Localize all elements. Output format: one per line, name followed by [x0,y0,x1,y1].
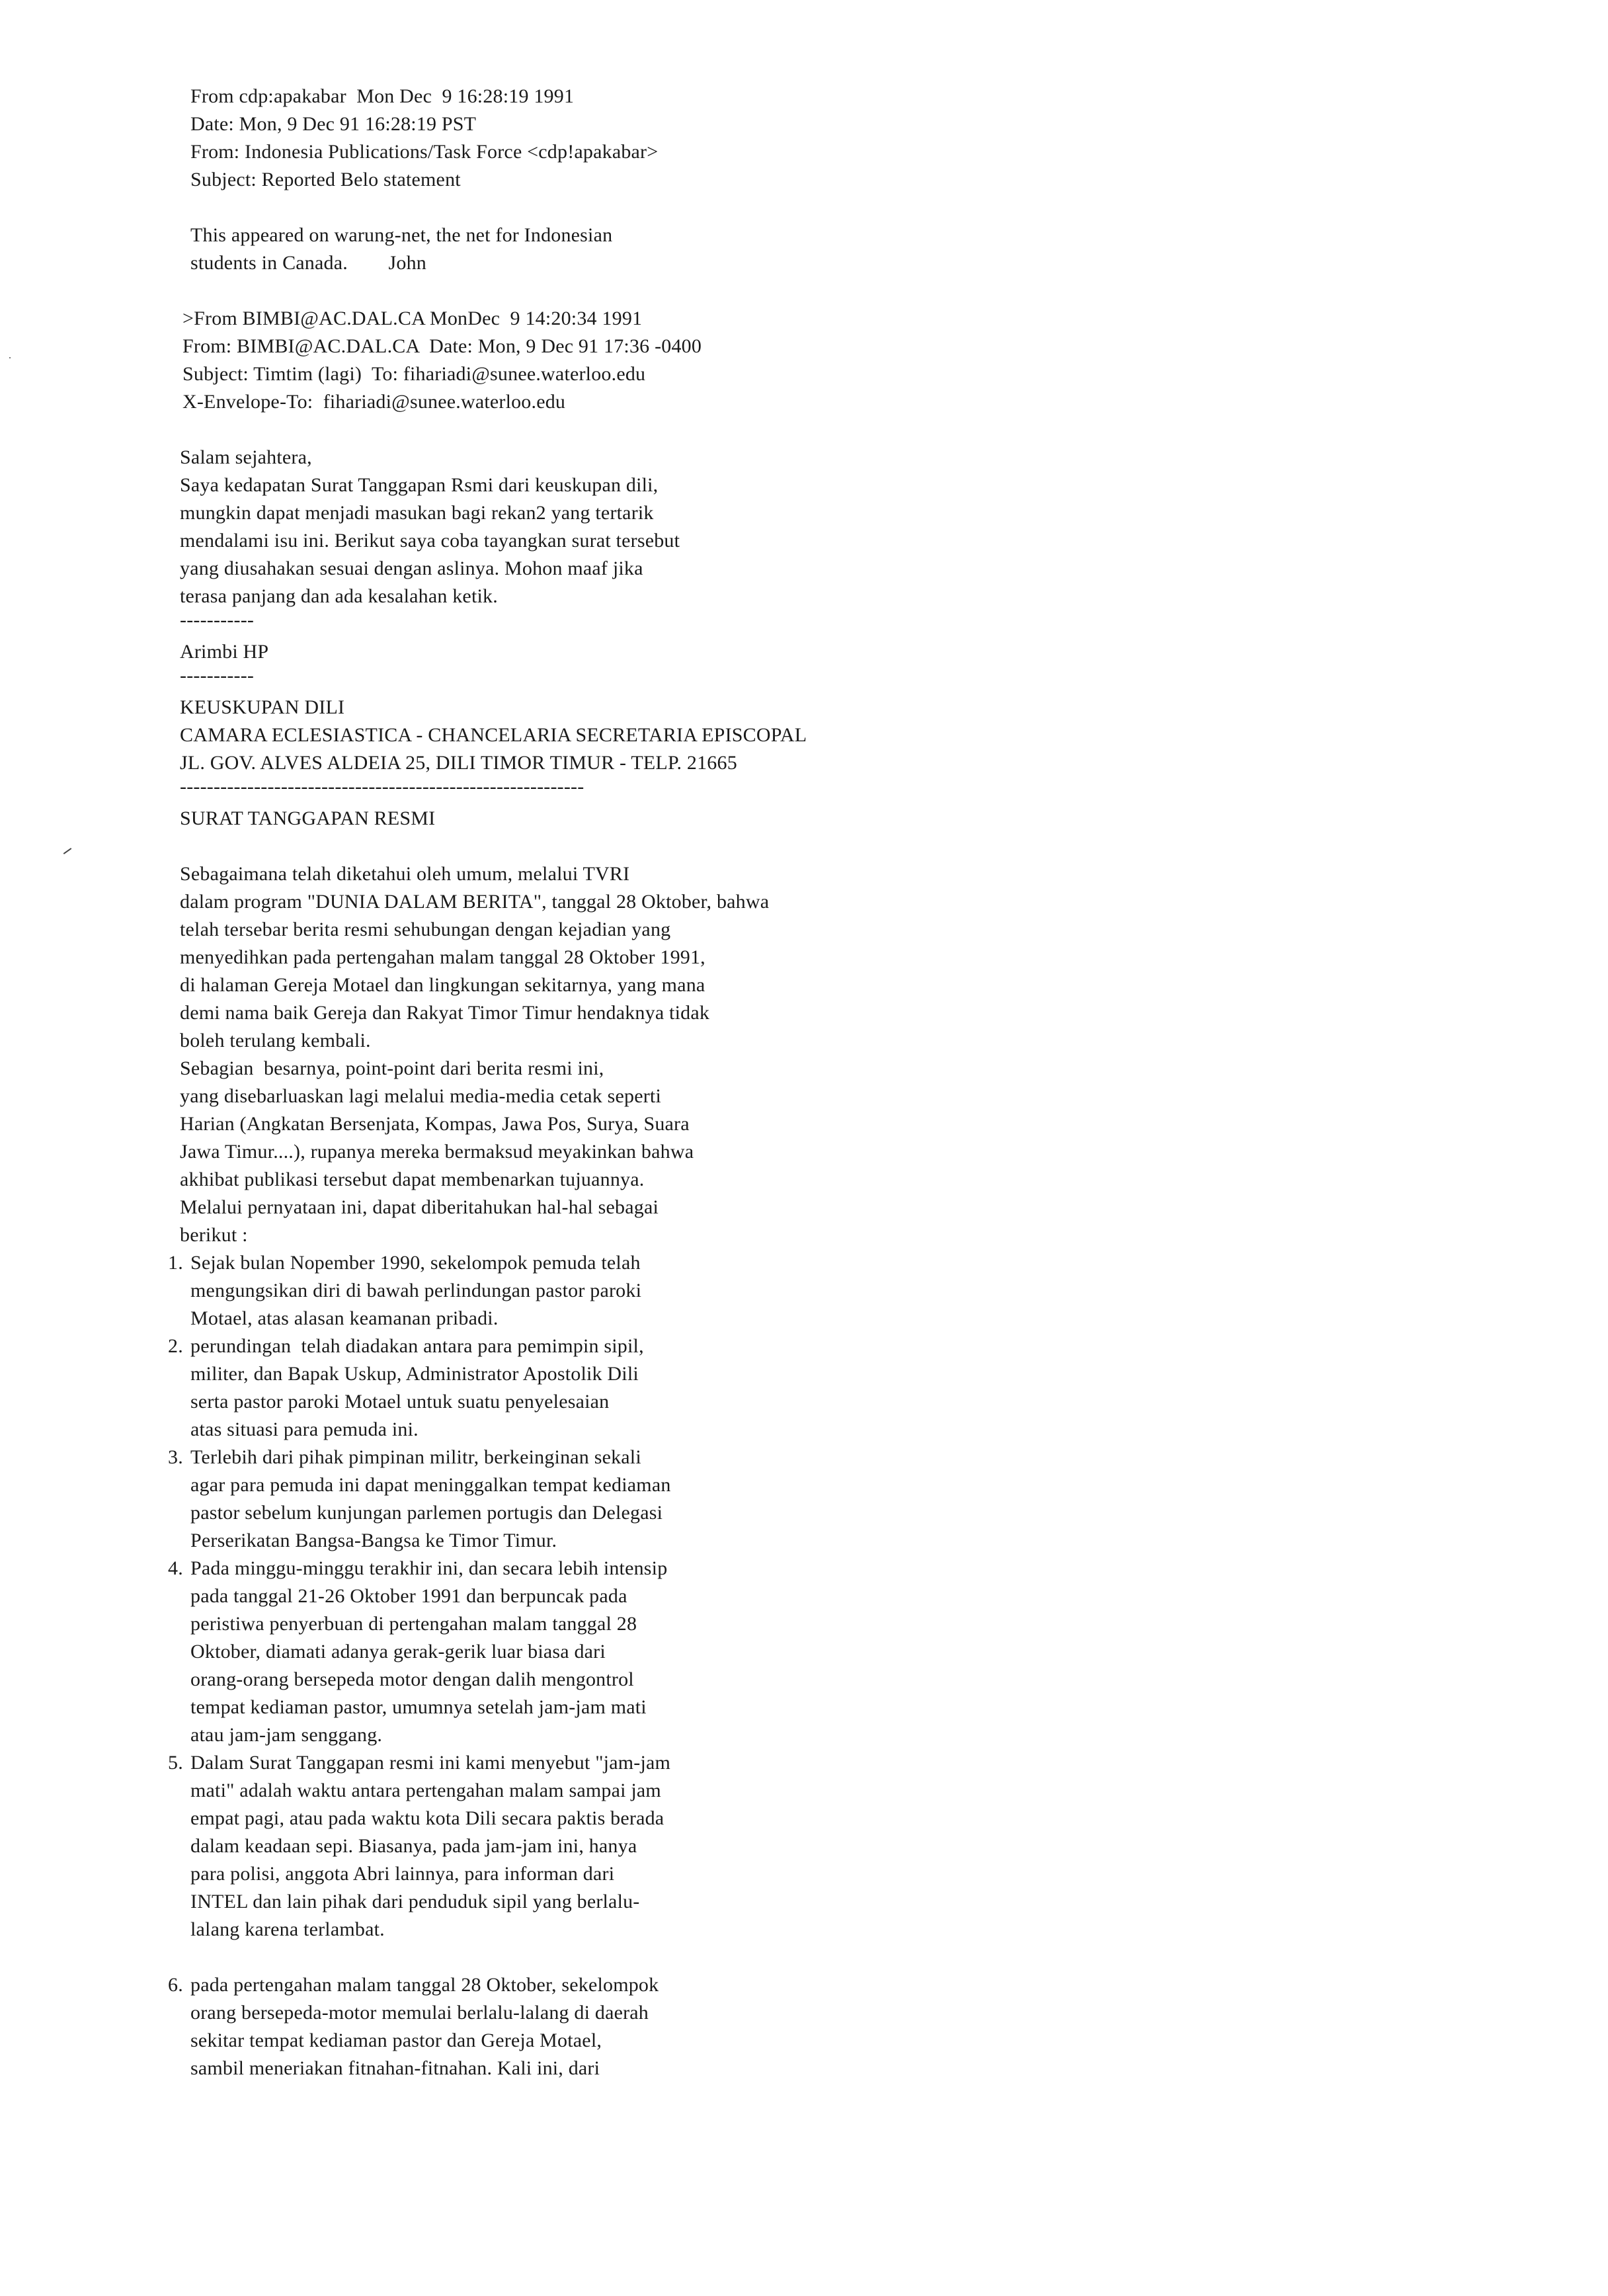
header-line-from: From cdp:apakabar Mon Dec 9 16:28:19 1991 [190,85,575,107]
list-item-line: Terlebih dari pihak pimpinan militr, berkeinginan sekali [190,1446,641,1468]
body-line: Harian (Angkatan Bersenjata, Kompas, Jawa Pos, Surya, Suara [180,1113,690,1135]
signature: Arimbi HP [180,641,269,663]
greeting-line: Saya kedapatan Surat Tanggapan Rsmi dari keuskupan dili, [180,474,659,496]
header-line-subject: Subject: Reported Belo statement [190,169,461,190]
list-item-line: pada pertengahan malam tanggal 28 Oktober, sekelompok [190,1974,659,1996]
letterhead-office: CAMARA ECLESIASTICA - CHANCELARIA SECRETARIA EPISCOPAL [180,724,807,746]
list-item-line: serta pastor paroki Motael untuk suatu penyelesaian [190,1391,610,1413]
body-line: berikut : [180,1224,248,1246]
list-item-line: Dalam Surat Tanggapan resmi ini kami menyebut "jam-jam [190,1752,671,1774]
list-number: 2. [168,1335,183,1357]
forward-line-subject: Subject: Timtim (lagi) To: fihariadi@sunee.waterloo.edu [182,363,646,385]
list-item-line: pada tanggal 21-26 Oktober 1991 dan berpuncak pada [190,1585,627,1607]
list-item-line: peristiwa penyerbuan di pertengahan malam tanggal 28 [190,1613,637,1635]
list-number: 1. [168,1252,183,1274]
list-item-line: mengungsikan diri di bawah perlindungan pastor paroki [190,1280,642,1301]
greeting-line: mungkin dapat menjadi masukan bagi rekan2 yang tertarik [180,502,654,524]
list-number: 4. [168,1557,183,1579]
forward-line-envelope: X-Envelope-To: fihariadi@sunee.waterloo.edu [182,391,566,413]
body-line: Jawa Timur....), rupanya mereka bermaksud meyakinkan bahwa [180,1141,694,1163]
scan-mark [63,848,72,854]
list-number: 5. [168,1752,183,1774]
list-item-line: Perserikatan Bangsa-Bangsa ke Timor Timur. [190,1530,557,1551]
list-item-line: orang bersepeda-motor memulai berlalu-lalang di daerah [190,2002,649,2024]
body-line: boleh terulang kembali. [180,1030,371,1051]
list-item-line: sambil meneriakan fitnahan-fitnahan. Kali ini, dari [190,2057,600,2079]
greeting-salutation: Salam sejahtera, [180,446,312,468]
list-item-line: Sejak bulan Nopember 1990, sekelompok pemuda telah [190,1252,641,1274]
greeting-line: mendalami isu ini. Berikut saya coba tayangkan surat tersebut [180,530,680,552]
letter-title: SURAT TANGGAPAN RESMI [180,807,436,829]
list-item-line: INTEL dan lain pihak dari penduduk sipil yang berlalu- [190,1891,640,1912]
body-line: demi nama baik Gereja dan Rakyat Timor Timur hendaknya tidak [180,1002,710,1024]
greeting-line: terasa panjang dan ada kesalahan ketik. [180,585,498,607]
body-line: dalam program "DUNIA DALAM BERITA", tanggal 28 Oktober, bahwa [180,891,770,913]
list-item-line: lalang karena terlambat. [190,1918,385,1940]
body-line: menyedihkan pada pertengahan malam tanggal 28 Oktober 1991, [180,946,705,968]
body-line: Sebagaimana telah diketahui oleh umum, melalui TVRI [180,863,630,885]
letterhead-divider: ------------------------------------------------------------ [180,776,584,798]
list-item-line: mati" adalah waktu antara pertengahan malam sampai jam [190,1780,661,1801]
list-item-line: orang-orang bersepeda motor dengan dalih mengontrol [190,1668,634,1690]
forward-line-from: >From BIMBI@AC.DAL.CA MonDec 9 14:20:34 1991 [182,308,643,329]
list-item-line: pastor sebelum kunjungan parlemen portugis dan Delegasi [190,1502,663,1524]
list-number: 6. [168,1974,183,1996]
intro-line: students in Canada. John [190,252,427,274]
body-line: Melalui pernyataan ini, dapat diberitahukan hal-hal sebagai [180,1196,659,1218]
header-line-date: Date: Mon, 9 Dec 91 16:28:19 PST [190,113,477,135]
list-item-line: militer, dan Bapak Uskup, Administrator Apostolik Dili [190,1363,639,1385]
intro-line: This appeared on warung-net, the net for Indonesian [190,224,613,246]
letterhead-diocese: KEUSKUPAN DILI [180,696,345,718]
list-item-line: Oktober, diamati adanya gerak-gerik luar biasa dari [190,1641,606,1662]
list-item-line: empat pagi, atau pada waktu kota Dili secara paktis berada [190,1807,664,1829]
list-item-line: atau jam-jam senggang. [190,1724,383,1746]
divider-dashes: ----------- [180,665,255,686]
greeting-line: yang diusahakan sesuai dengan aslinya. Mohon maaf jika [180,557,643,579]
forward-line-sender-date: From: BIMBI@AC.DAL.CA Date: Mon, 9 Dec 91 17:36 -0400 [182,335,702,357]
list-item-line: dalam keadaan sepi. Biasanya, pada jam-jam ini, hanya [190,1835,637,1857]
scan-dot [9,357,11,358]
header-line-sender: From: Indonesia Publications/Task Force <cdp!apakabar> [190,141,659,163]
list-item-line: para polisi, anggota Abri lainnya, para informan dari [190,1863,615,1885]
body-line: di halaman Gereja Motael dan lingkungan sekitarnya, yang mana [180,974,705,996]
body-line: telah tersebar berita resmi sehubungan dengan kejadian yang [180,919,671,940]
list-item-line: Pada minggu-minggu terakhir ini, dan secara lebih intensip [190,1557,668,1579]
body-line: Sebagian besarnya, point-point dari berita resmi ini, [180,1057,604,1079]
list-item-line: atas situasi para pemuda ini. [190,1418,419,1440]
list-item-line: perundingan telah diadakan antara para pemimpin sipil, [190,1335,644,1357]
letterhead-address: JL. GOV. ALVES ALDEIA 25, DILI TIMOR TIMUR - TELP. 21665 [180,752,737,774]
divider-dashes: ----------- [180,609,255,631]
body-line: akhibat publikasi tersebut dapat membenarkan tujuannya. [180,1168,645,1190]
list-item-line: sekitar tempat kediaman pastor dan Gereja Motael, [190,2030,602,2051]
list-item-line: Motael, atas alasan keamanan pribadi. [190,1307,499,1329]
list-item-line: agar para pemuda ini dapat meninggalkan tempat kediaman [190,1474,671,1496]
body-line: yang disebarluaskan lagi melalui media-media cetak seperti [180,1085,661,1107]
list-number: 3. [168,1446,183,1468]
list-item-line: tempat kediaman pastor, umumnya setelah jam-jam mati [190,1696,647,1718]
